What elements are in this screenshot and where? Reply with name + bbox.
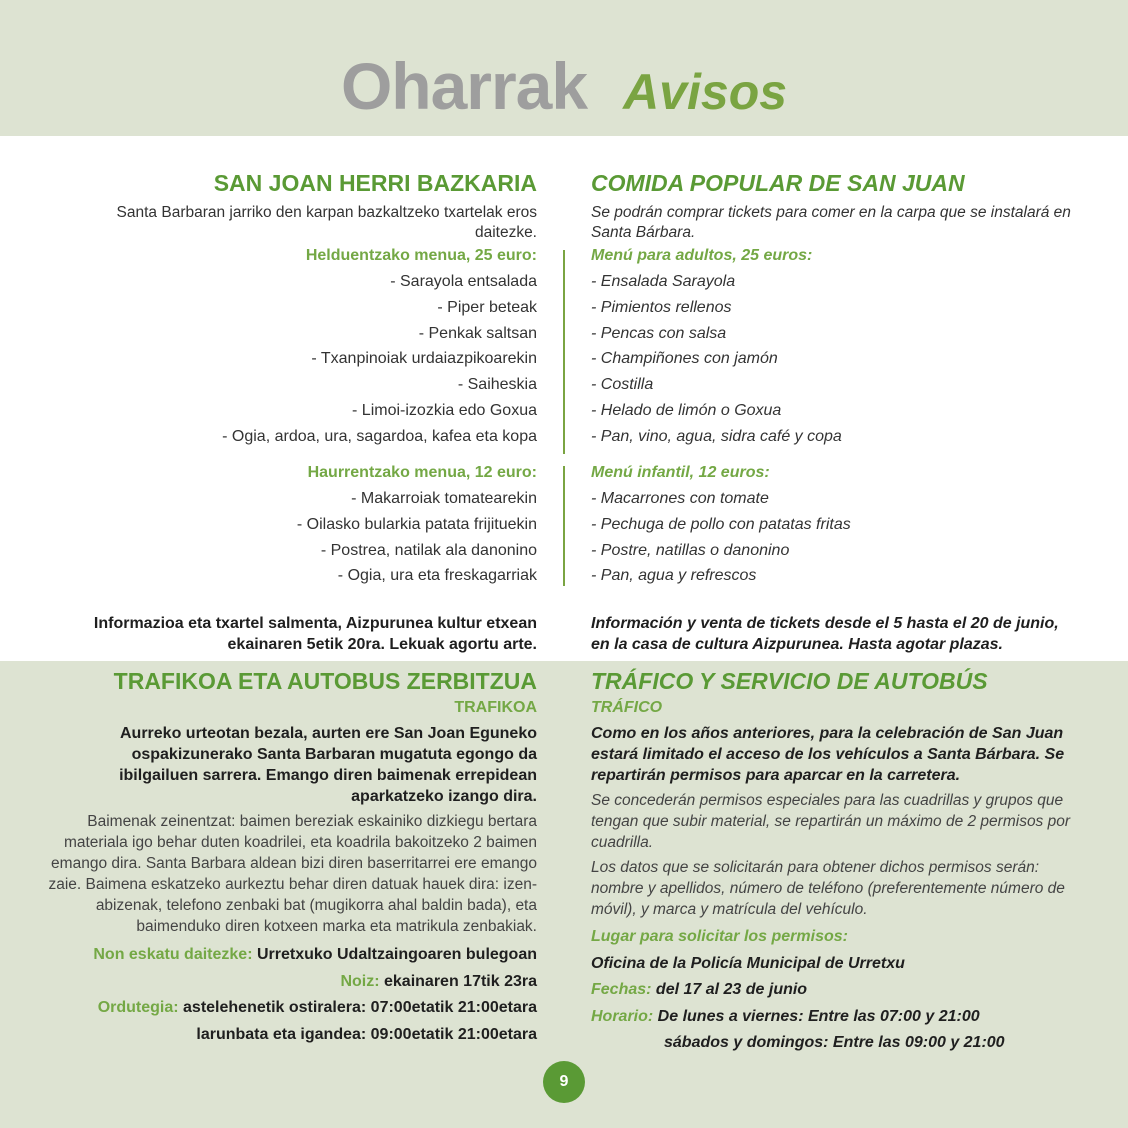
lunch-title-eu: SAN JOAN HERRI BAZKARIA — [213, 170, 537, 196]
lunch-info-eu: Informazioa eta txartel salmenta, Aizpurunea kultur etxean ekainaren 5etik 20ra. Lekuak agortu arte. — [93, 615, 537, 653]
lunch-title-es: COMIDA POPULAR DE SAN JUAN — [591, 170, 965, 196]
list-item: - Saiheskia — [457, 376, 537, 394]
lunch-basque — [40, 169, 537, 243]
list-item: - Postrea, natilak ala danonino — [320, 541, 537, 559]
list-item: - Pencas con salsa — [591, 324, 727, 342]
list-item: - Macarrones con tomate — [591, 490, 769, 507]
list-item: - Costilla — [591, 376, 654, 394]
list-item: - Ogia, ura eta freskagarriak — [337, 567, 537, 585]
list-item: - Pechuga de pollo con patatas fritas — [591, 515, 851, 533]
list-item: - Makarroiak tomatearekin — [351, 490, 537, 507]
where-label-es: Lugar para solicitar los permisos: — [591, 928, 848, 945]
hours-row-2-es: sábados y domingos: Entre las 09:00 y 21:00 — [664, 1034, 1005, 1051]
kids-menu-eu — [40, 463, 537, 589]
traffic-para-eu: Baimenak zeinentzat: baimen bereziak eskainiko dizkiegu bertara materiala igo behar duten koadrilei, eta koadrila bakoitzeko 2 baimen emango dira. Santa Barbara aldean bizi diren baserritarrei ere emango zaie. Baimena eskatzeko aurkeztu behar diren datuak hauek dira: izen-abizenak, telefono zenbaki bat (mugikorra ahal baldin bada), eta baimenduko diren kotxeen marka eta matrikula zenbakiak. — [48, 813, 537, 935]
kids-menu-title-es: Menú infantil, 12 euros: — [591, 464, 770, 481]
traffic-bold-para-es: Como en los años anteriores, para la celebración de San Juan estará limitado el acceso de los vehículos a Santa Bárbara. Se repartirán permisos para aparcar en la carretera. — [591, 725, 1065, 784]
adult-menu-es — [591, 246, 1081, 450]
list-item: - Ogia, ardoa, ura, sagardoa, kafea eta kopa — [222, 427, 537, 445]
dates-row-es: Fechas: del 17 al 23 de junio — [591, 981, 808, 998]
traffic-para2-es: Los datos que se solicitarán para obtener dichos permisos serán: nombre y apellidos, número de teléfono (preferentemente número de móvil), y marca y matrícula del vehículo. — [591, 859, 1065, 918]
lunch-intro-es: Se podrán comprar tickets para comer en la carpa que se instalará en Santa Bárbara. — [591, 204, 1071, 241]
list-item: - Txanpinoiak urdaiazpikoarekin — [311, 350, 537, 368]
list-item: - Oilasko bularkia patata frijituekin — [296, 515, 537, 533]
list-item: - Postre, natillas o danonino — [591, 541, 790, 559]
lunch-spanish — [591, 169, 1081, 243]
list-item: - Champiñones con jamón — [591, 350, 778, 368]
where-value-es: Oficina de la Policía Municipal de Urretxu — [591, 954, 905, 972]
traffic-para1-es: Se concederán permisos especiales para las cuadrillas y grupos que tengan que subir material, se repartirán un máximo de 2 permisos por cuadrilla. — [591, 792, 1071, 851]
divider-line — [563, 250, 565, 454]
hours-row-es: Horario: De lunes a viernes: Entre las 07:00 y 21:00 — [591, 1007, 980, 1025]
list-item: - Pan, agua y refrescos — [591, 567, 757, 585]
list-item: - Helado de limón o Goxua — [591, 401, 782, 419]
list-item: - Sarayola entsalada — [390, 273, 537, 290]
hours-row-2-eu: larunbata eta igandea: 09:00etatik 21:00etara — [196, 1025, 537, 1043]
list-item: - Pimientos rellenos — [591, 298, 732, 316]
kids-menu-title-eu: Haurrentzako menua, 12 euro: — [307, 464, 537, 481]
when-row-eu: Noiz: ekainaren 17tik 23ra — [340, 972, 537, 990]
where-row-eu: Non eskatu daitezke: Urretxuko Udaltzaingoaren bulegoan — [93, 946, 537, 963]
hours-row-eu: Ordutegia: astelehenetik ostiralera: 07:00etatik 21:00etara — [97, 999, 537, 1016]
traffic-basque — [40, 667, 537, 1048]
divider-line — [563, 466, 565, 586]
adult-menu-title-eu: Helduentzako menua, 25 euro: — [305, 247, 537, 264]
adult-menu-eu — [40, 246, 537, 450]
lunch-intro-eu: Santa Barbaran jarriko den karpan bazkaltzeko txartelak eros daitezke. — [116, 204, 537, 241]
page-title — [0, 48, 1128, 124]
traffic-bold-para-eu: Aurreko urteotan bezala, aurten ere San Joan Eguneko ospakizunerako Santa Barbaran mugatuta egongo da ibilgailuen sarrera. Emango diren baimenak errepidean aparkatzeko izango dira. — [119, 725, 537, 805]
traffic-spanish — [591, 667, 1081, 1057]
traffic-title-es: TRÁFICO Y SERVICIO DE AUTOBÚS — [591, 668, 988, 694]
list-item: - Limoi-izozkia edo Goxua — [352, 401, 537, 419]
list-item: - Pan, vino, agua, sidra café y copa — [591, 427, 842, 445]
traffic-subtitle-eu: TRAFIKOA — [454, 699, 537, 716]
kids-menu-es — [591, 463, 1081, 589]
page-number: 9 — [543, 1061, 585, 1103]
list-item: - Penkak saltsan — [418, 324, 537, 342]
traffic-title-eu: TRAFIKOA ETA AUTOBUS ZERBITZUA — [113, 668, 537, 694]
list-item: - Ensalada Sarayola — [591, 273, 736, 290]
title-spanish: Avisos — [623, 64, 788, 120]
lunch-info-es: Información y venta de tickets desde el 5 hasta el 20 de junio, en la casa de cultura Aizpurunea. Hasta agotar plazas. — [591, 615, 1059, 653]
adult-menu-title-es: Menú para adultos, 25 euros: — [591, 247, 813, 264]
traffic-subtitle-es: TRÁFICO — [591, 699, 663, 716]
list-item: - Piper beteak — [437, 298, 537, 316]
title-basque: Oharrak — [340, 49, 588, 123]
